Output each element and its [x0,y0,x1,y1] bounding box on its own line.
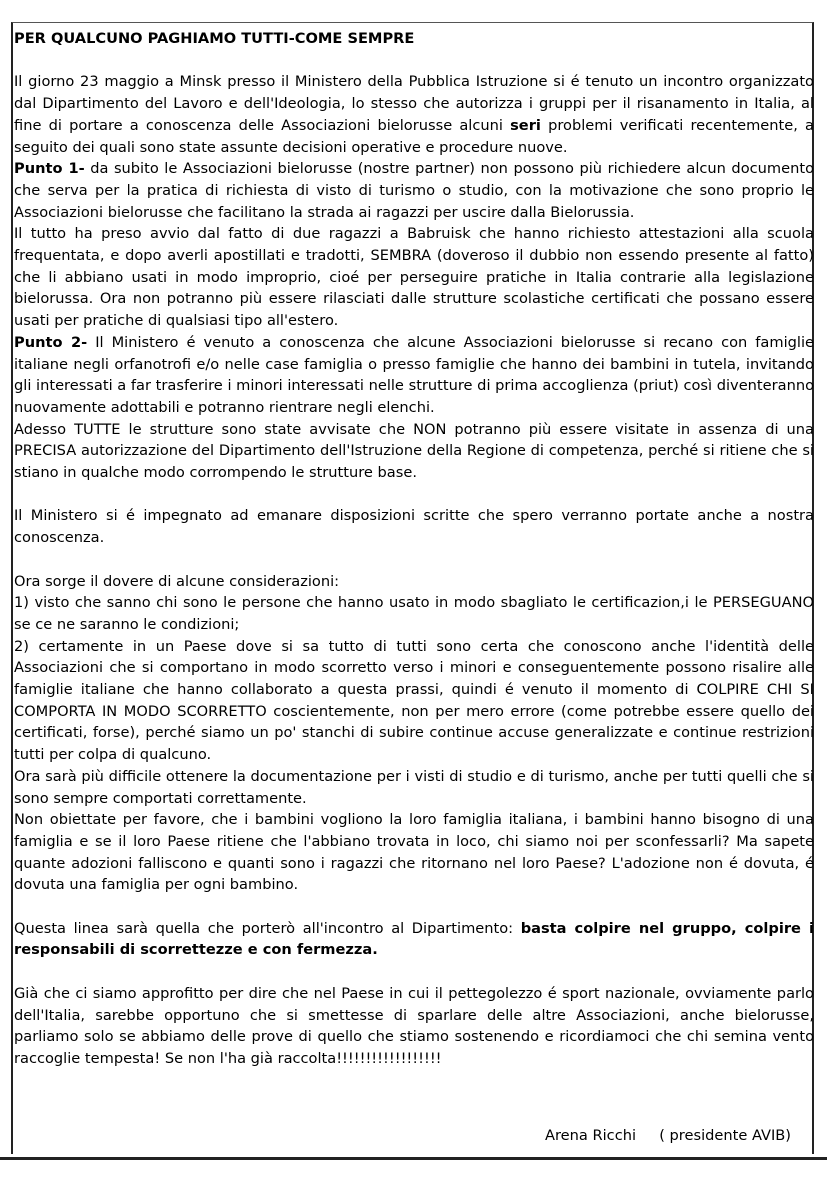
ministero-paragraph: Il Ministero si é impegnato ad emanare disposizioni scritte che spero verranno portate anche a nostra conoscenza. [14,507,814,547]
considerazione-2: 2) certamente in un Paese dove si sa tutto di tutti sono certa che conoscono anche l'identità delle Associazioni che si comportano in modo scorretto verso i minori e conseguentemente possono risalire alle famiglie italiane che hanno collaborato a questa prassi, quindi é venuto il momento di COLPIRE CHI SI COMPORTA IN MODO SCORRETTO coscientemente, non per mero errore (come potrebbe essere quello dei certificati, forse), perché siamo un po' stanchi di subire continue accuse generalizzate e continue restrizioni tutti per colpa di qualcuno. [14,637,814,764]
punto1-paragraph: Punto 1- da subito le Associazioni bielorusse (nostre partner) non possono più richiedere alcun documento che serva per la pratica di richiesta di visto di turismo o studio, con la motivazione che sono proprio le Associazioni bielorusse che facilitano la strada ai ragazzi per uscire dalla Bielorussia. [14,160,814,221]
bottom-rule [0,1157,827,1160]
document-title: PER QUALCUNO PAGHIAMO TUTTI-COME SEMPRE [14,30,415,47]
considerazione-1: 1) visto che sanno chi sono le persone che hanno usato in modo sbagliato le certificazion,i le PERSEGUANO se ce ne saranno le condizioni; [14,594,814,633]
closing-paragraph: Già che ci siamo approfitto per dire che nel Paese in cui il pettegolezzo é sport nazionale, ovviamente parlo dell'Italia, sarebbe opportuno che si smettesse di sparlare delle altre Associazioni, anche bielorusse, parliamo solo se abbiamo delle prove di quello che stiamo sostenendo e ricordiamoci che chi semina vento raccoglie tempesta! Se non l'ha già raccolta!!!!!!!!!!!!!!!!!! [14,984,814,1067]
punto1-detail-paragraph: Il tutto ha preso avvio dal fatto di due ragazzi a Babruisk che hanno richiesto attestazioni alla scuola frequentata, e dopo averli apostillati e tradotti, SEMBRA (doveroso il dubbio non essendo presente al fatto) che li abbiano usati in modo improprio, cioé per perseguire pratiche in Italia contrarie alla legislazione bielorussa. Ora non potranno più essere rilasciati dalle strutture scolastiche certificati che possano essere usati per pratiche di qualsiasi tipo all'estero. [14,225,814,330]
punto1-label: Punto 1- [14,160,85,178]
signature: Arena Ricchi ( presidente AVIB) [545,1127,791,1144]
linea-paragraph: Questa linea sarà quella che porterò all'incontro al Dipartimento: basta colpire nel gruppo, colpire i responsabili di scorrettezze e con fermezza. [14,919,814,959]
linea-bold-text: basta colpire nel gruppo, colpire i responsabili di scorrettezze e con fermezza. [14,919,814,959]
difficile-paragraph: Ora sarà più difficile ottenere la documentazione per i visti di studio e di turismo, anche per tutti quelli che si sono sempre comportati correttamente. [14,767,814,807]
punto2-detail-paragraph: Adesso TUTTE le strutture sono state avvisate che NON potranno più essere visitate in assenza di una PRECISA autorizzazione del Dipartimento dell'Istruzione della Regione di competenza, perché si ritiene che si stiano in qualche modo corrompendo le strutture base. [14,420,814,482]
considerazioni-intro: Ora sorge il dovere di alcune considerazioni: [14,572,340,590]
intro-paragraph: Il giorno 23 maggio a Minsk presso il Ministero della Pubblica Istruzione si é tenuto un incontro organizzato dal Dipartimento del Lavoro e dell'Ideologia, lo stesso che autorizza i gruppi per il risanamento in Italia, al fine di portare a conoscenza delle Associazioni bielorusse alcuni seri problemi verificati recentemente, a seguito dei quali sono state assunte decisioni operative e procedure nuove. [14,73,815,156]
document-body [14,28,814,1070]
punto2-paragraph: Punto 2- Il Ministero é venuto a conoscenza che alcune Associazioni bielorusse si recano con famiglie italiane negli orfanotrofi e/o nelle case famiglia o presso famiglie che hanno dei bambini in tutela, invitando gli interessati a far trasferire i minori interessati nelle strutture di prima accoglienza (priut) così diventeranno nuovamente adottabili e potranno rientrare negli elenchi. [14,333,814,416]
punto2-label: Punto 2- [14,333,88,351]
obiettate-paragraph: Non obiettate per favore, che i bambini vogliono la loro famiglia italiana, i bambini hanno bisogno di una famiglia e se il loro Paese ritiene che l'abbiano trovata in loco, chi siamo noi per sconfessarli? Ma sapete quante adozioni falliscono e quanti sono i ragazzi che ritornano nel loro Paese? L'adozione non é dovuta, é dovuta una famiglia per ogni bambino. [14,811,814,894]
